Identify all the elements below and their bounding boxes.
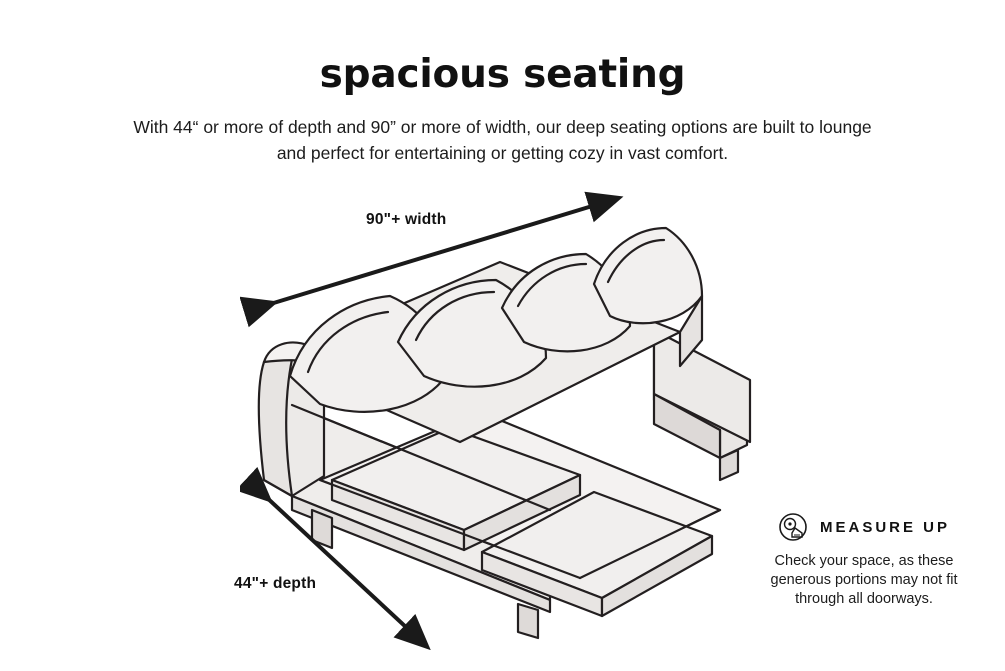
measure-up-callout: [748, 512, 980, 609]
measure-up-heading: [748, 512, 980, 542]
tape-measure-icon: [778, 512, 808, 542]
subtitle-line-1: With 44“ or more of depth and 90” or more of width, our deep seating options are built to lounge: [133, 117, 872, 137]
page-subtitle: [80, 114, 925, 166]
width-dimension-label: 90"+ width: [366, 211, 447, 228]
subtitle-line-2: and perfect for entertaining or getting cozy in vast comfort.: [276, 143, 729, 163]
measure-up-note-line-1: Check your space, as these: [774, 553, 954, 569]
measure-up-note-line-3: through all doorways.: [795, 591, 933, 607]
depth-dimension-label: 44"+ depth: [234, 575, 317, 592]
page-title: spacious seating: [319, 52, 686, 97]
depth-dimension-arrow: [264, 495, 422, 642]
measure-up-note: [748, 552, 980, 609]
measure-up-note-line-2: generous portions may not fit: [770, 572, 958, 588]
measure-up-title: MEASURE UP: [819, 518, 950, 536]
